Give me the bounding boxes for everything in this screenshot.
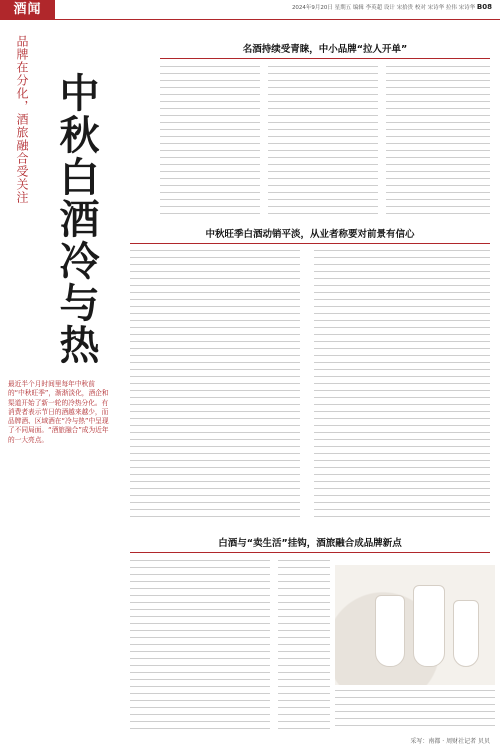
article-1-rule — [160, 58, 490, 59]
section-name: 酒闻 — [0, 0, 55, 19]
bottle-shape — [413, 585, 445, 667]
page-number: B08 — [476, 3, 492, 11]
lead-paragraph: 最近半个月时间里每年中秋前的“中秋旺季”，渐渐淡化，酒企和渠道开始了新一轮的冷热分化。有消费者表示节日的酒越来越少，而品牌酒、区域酒在“冷与热”中呈现了不同局面。“酒旅融合”成为近年的一大亮点。 — [8, 380, 109, 444]
article-1-text-col3 — [386, 66, 490, 218]
liquor-photo — [335, 565, 495, 685]
main-title: 中秋白酒冷与热 — [53, 72, 100, 366]
bottle-shape — [453, 600, 479, 667]
issue-info: 2024年9月20日 星期五 编辑 李英超 设计 宋拾贵 校对 宋诗华 拉伟 宋诗华 — [291, 5, 476, 11]
article-3-title: 白酒与“卖生活”挂钩，酒旅融合成品牌新点 — [218, 538, 402, 549]
article-3-text-col1 — [130, 560, 270, 730]
article-1-text-col1 — [160, 66, 260, 218]
article-3-text-col2 — [278, 560, 330, 730]
page-header — [0, 0, 500, 20]
article-1-title: 名酒持续受青睐，中小品牌“拉人开单” — [242, 44, 408, 55]
kicker: 品牌在分化，酒旅融合受关注 — [15, 35, 29, 204]
byline: 采写：南都 · 周财社记者 贝贝 — [410, 738, 490, 745]
article-1-text-col2 — [268, 66, 378, 218]
article-3-text-col3 — [335, 690, 495, 730]
article-2-title: 中秋旺季白酒动销平淡，从业者称要对前景有信心 — [205, 229, 415, 240]
article-2-text-col1 — [130, 250, 300, 520]
issue-meta — [292, 3, 492, 11]
article-3-rule — [130, 552, 490, 553]
article-2-text-col2 — [314, 250, 490, 520]
bottle-shape — [375, 595, 405, 667]
article-2-rule — [130, 243, 490, 244]
